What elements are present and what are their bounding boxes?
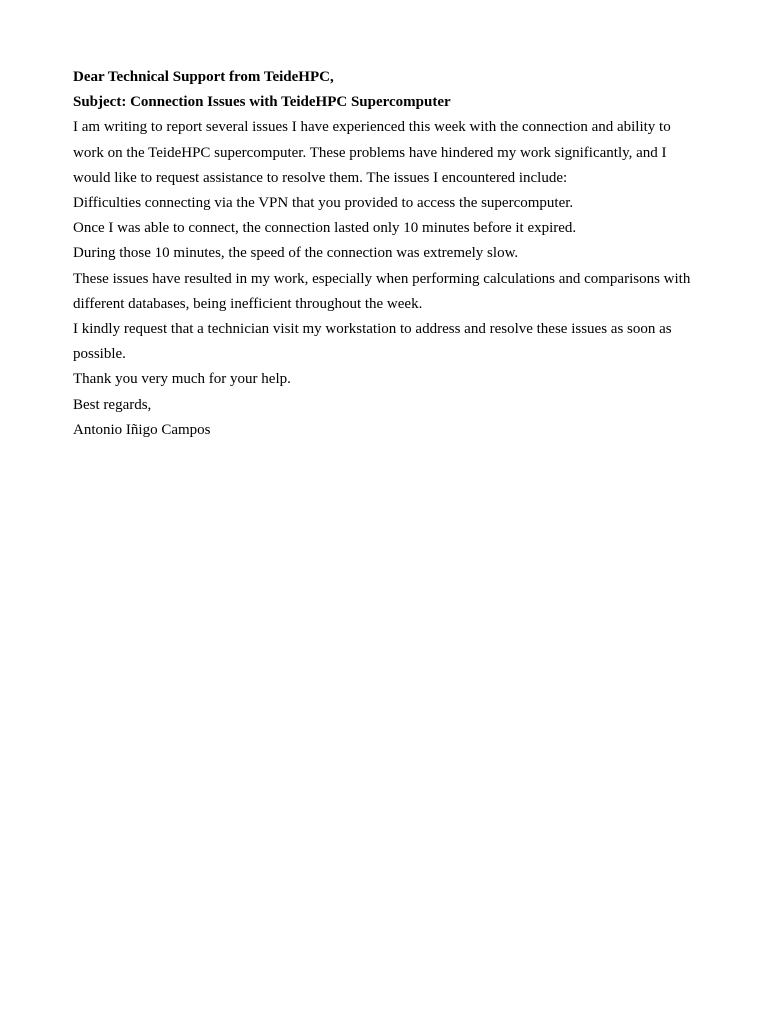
letter-impact-paragraph: These issues have resulted in my work, especially when performing calculations and comparisons with different databases, being inefficient throughout the week. bbox=[73, 270, 691, 312]
issue-item-vpn: Difficulties connecting via the VPN that you provided to access the supercomputer. bbox=[73, 195, 574, 212]
letter-signature: Antonio Iñigo Campos bbox=[73, 421, 211, 438]
letter-subject: Subject: Connection Issues with TeideHPC Supercomputer bbox=[73, 94, 451, 111]
letter-greeting: Dear Technical Support from TeideHPC, bbox=[73, 69, 334, 85]
letter-intro-paragraph: I am writing to report several issues I have experienced this week with the connection and ability to work on the TeideHPC supercomputer. These problems have hindered my work significantly, and I would like to request assistance to resolve them. The issues I encountered include: bbox=[73, 119, 671, 186]
letter-thanks: Thank you very much for your help. bbox=[73, 371, 291, 388]
letter-closing: Best regards, bbox=[73, 396, 152, 413]
issue-item-speed: During those 10 minutes, the speed of the connection was extremely slow. bbox=[73, 245, 519, 262]
letter-body bbox=[73, 65, 698, 443]
letter-request-paragraph: I kindly request that a technician visit my workstation to address and resolve these issues as soon as possible. bbox=[73, 321, 672, 363]
issue-item-timeout: Once I was able to connect, the connection lasted only 10 minutes before it expired. bbox=[73, 220, 577, 237]
